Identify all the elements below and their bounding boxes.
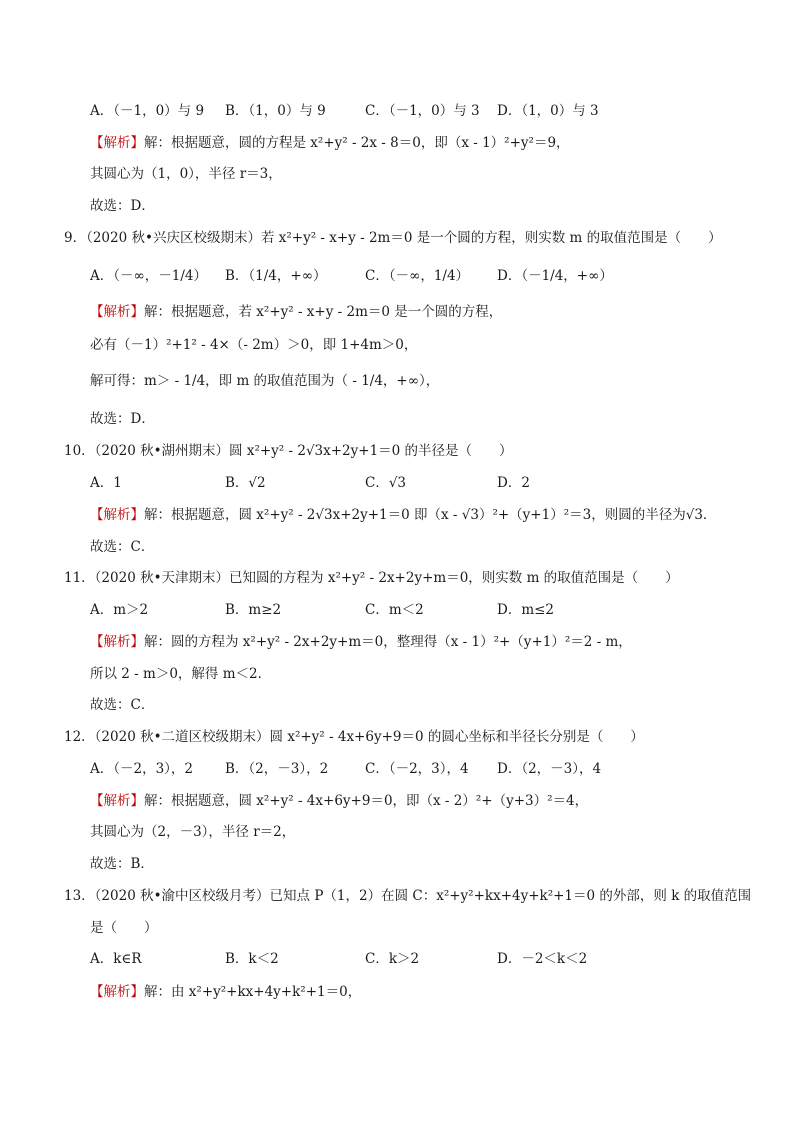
q12-solution-tag: 【解析】 (90, 793, 144, 809)
q13-solution-line-1 (90, 983, 361, 1001)
q13-option-b: B．k＜2 (225, 951, 279, 967)
q11-solution-tag: 【解析】 (90, 634, 144, 650)
q12-solution-text-1: 解：根据题意，圆 x²+y² - 4x+6y+9＝0，即（x - 2）²+（y+3）²＝4， (144, 793, 589, 809)
q10-answer: 故选：C． (90, 539, 155, 555)
q13-option-a: A．k∈R (90, 951, 142, 967)
q13-stem-line-1: 13．（2020 秋•渝中区校级月考）已知点 P（1，2）在圆 C：x²+y²+kx+4y+k²+1＝0 的外部，则 k 的取值范围 (64, 888, 752, 904)
q10-solution-text-1: 解：根据题意，圆 x²+y² - 2√3x+2y+1＝0 即（x - √3）²+（y+1）²＝3，则圆的半径为√3． (144, 507, 717, 523)
q11-solution-text-1: 解：圆的方程为 x²+y² - 2x+2y+m＝0，整理得（x - 1）²+（y+1）²＝2 - m， (144, 634, 632, 650)
q8-answer: 故选：D． (90, 198, 155, 214)
q9-solution-line-2: 必有（－1）²+1² - 4×（- 2m）＞0，即 1+4m＞0， (90, 337, 418, 353)
q9-solution-line-1 (90, 303, 502, 321)
q10-solution-tag: 【解析】 (90, 507, 144, 523)
q13-option-c: C．k＞2 (365, 951, 420, 967)
q8-option-c: C．（－1，0）与 3 (365, 103, 480, 119)
q11-option-c: C．m＜2 (365, 602, 424, 618)
q11-solution-line-2: 所以 2 - m＞0，解得 m＜2． (90, 666, 272, 682)
q10-option-b: B．√2 (225, 475, 266, 491)
q11-option-d: D．m≤2 (497, 602, 555, 618)
q9-solution-tag: 【解析】 (90, 304, 144, 320)
q9-stem: 9．（2020 秋•兴庆区校级期末）若 x²+y² - x+y - 2m＝0 是一个圆的方程，则实数 m 的取值范围是（ ） (64, 230, 722, 246)
q11-solution-line-1 (90, 633, 632, 651)
q8-solution-line-1 (90, 134, 570, 152)
q10-option-a: A．1 (90, 475, 122, 491)
q9-solution-line-3: 解可得：m＞ - 1/4，即 m 的取值范围为（ - 1/4，+∞）， (90, 373, 440, 389)
q8-solution-line-2: 其圆心为（1，0），半径 r＝3， (90, 166, 282, 182)
q10-stem: 10．（2020 秋•湖州期末）圆 x²+y² - 2√3x+2y+1＝0 的半径是（ ） (64, 443, 513, 459)
q9-option-d: D．（－1/4，+∞） (497, 268, 613, 284)
q13-stem-line-2: 是（ ） (90, 920, 158, 936)
q12-solution-line-1 (90, 792, 588, 810)
q8-solution-text-1: 解：根据题意，圆的方程是 x²+y² - 2x - 8＝0，即（x - 1）²+y²＝9， (144, 135, 570, 151)
q9-option-c: C．（－∞，1/4） (365, 268, 470, 284)
q9-option-b: B．（1/4，+∞） (225, 268, 327, 284)
q10-option-d: D．2 (497, 475, 530, 491)
q13-option-d: D．－2＜k＜2 (497, 951, 588, 967)
q10-option-c: C．√3 (365, 475, 407, 491)
q8-option-d: D．（1，0）与 3 (497, 103, 599, 119)
q9-solution-text-1: 解：根据题意，若 x²+y² - x+y - 2m＝0 是一个圆的方程， (144, 304, 503, 320)
q12-option-a: A．（－2，3），2 (90, 761, 194, 777)
q8-option-b: B．（1，0）与 9 (225, 103, 326, 119)
q8-option-a: A．（－1，0）与 9 (90, 103, 205, 119)
q11-stem: 11．（2020 秋•天津期末）已知圆的方程为 x²+y² - 2x+2y+m＝0，则实数 m 的取值范围是（ ） (64, 570, 679, 586)
q11-option-b: B．m≥2 (225, 602, 282, 618)
q12-stem: 12．（2020 秋•二道区校级期末）圆 x²+y² - 4x+6y+9＝0 的圆心坐标和半径长分别是（ ） (64, 729, 644, 745)
q12-solution-line-2: 其圆心为（2，－3），半径 r＝2， (90, 824, 296, 840)
q10-solution-line-1 (90, 506, 716, 524)
q12-option-c: C．（－2，3），4 (365, 761, 469, 777)
q9-answer: 故选：D． (90, 411, 155, 427)
q12-answer: 故选：B． (90, 856, 154, 872)
q13-solution-text-1: 解：由 x²+y²+kx+4y+k²+1＝0， (144, 984, 362, 1000)
q8-solution-tag: 【解析】 (90, 135, 144, 151)
q11-option-a: A．m＞2 (90, 602, 149, 618)
q9-option-a: A．（－∞，－1/4） (90, 268, 207, 284)
q12-option-d: D．（2，－3），4 (497, 761, 602, 777)
q13-solution-tag: 【解析】 (90, 984, 144, 1000)
q12-option-b: B．（2，－3），2 (225, 761, 329, 777)
q11-answer: 故选：C． (90, 697, 155, 713)
